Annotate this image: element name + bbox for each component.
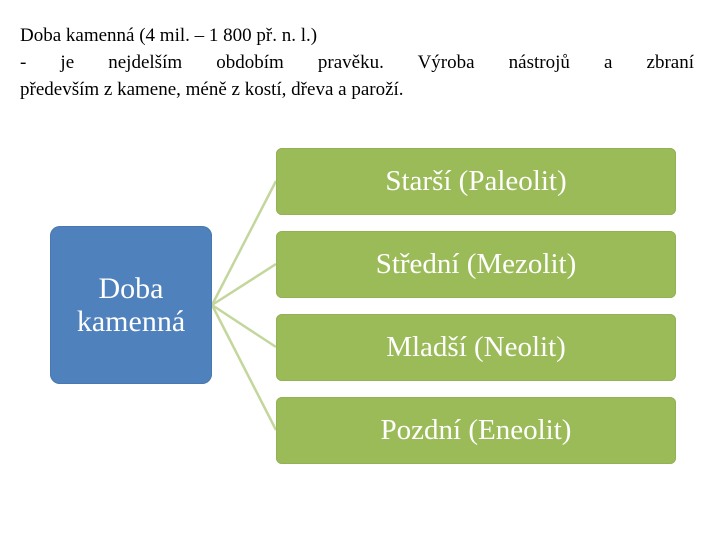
intro-line-3: především z kamene, méně z kostí, dřeva a paroží. [20, 79, 404, 100]
child-node-label: Starší (Paleolit) [385, 165, 567, 197]
child-node-neolit [276, 314, 676, 381]
child-node-eneolit [276, 397, 676, 464]
intro-line-2: - je nejdelším obdobím pravěku. Výroba nástrojů a zbraní [20, 52, 694, 73]
child-node-label: Pozdní (Eneolit) [380, 414, 572, 446]
child-node-paleolit [276, 148, 676, 215]
child-node-mezolit [276, 231, 676, 298]
root-node-label-line-2: kamenná [76, 305, 186, 338]
root-node-label-line-1: Doba [98, 272, 164, 305]
intro-title-line: Doba kamenná (4 mil. – 1 800 př. n. l.) [20, 25, 318, 46]
child-node-label: Mladší (Neolit) [386, 331, 566, 363]
root-node-label [77, 272, 185, 338]
root-node-doba-kamenna [50, 226, 212, 384]
child-node-label: Střední (Mezolit) [375, 248, 577, 280]
